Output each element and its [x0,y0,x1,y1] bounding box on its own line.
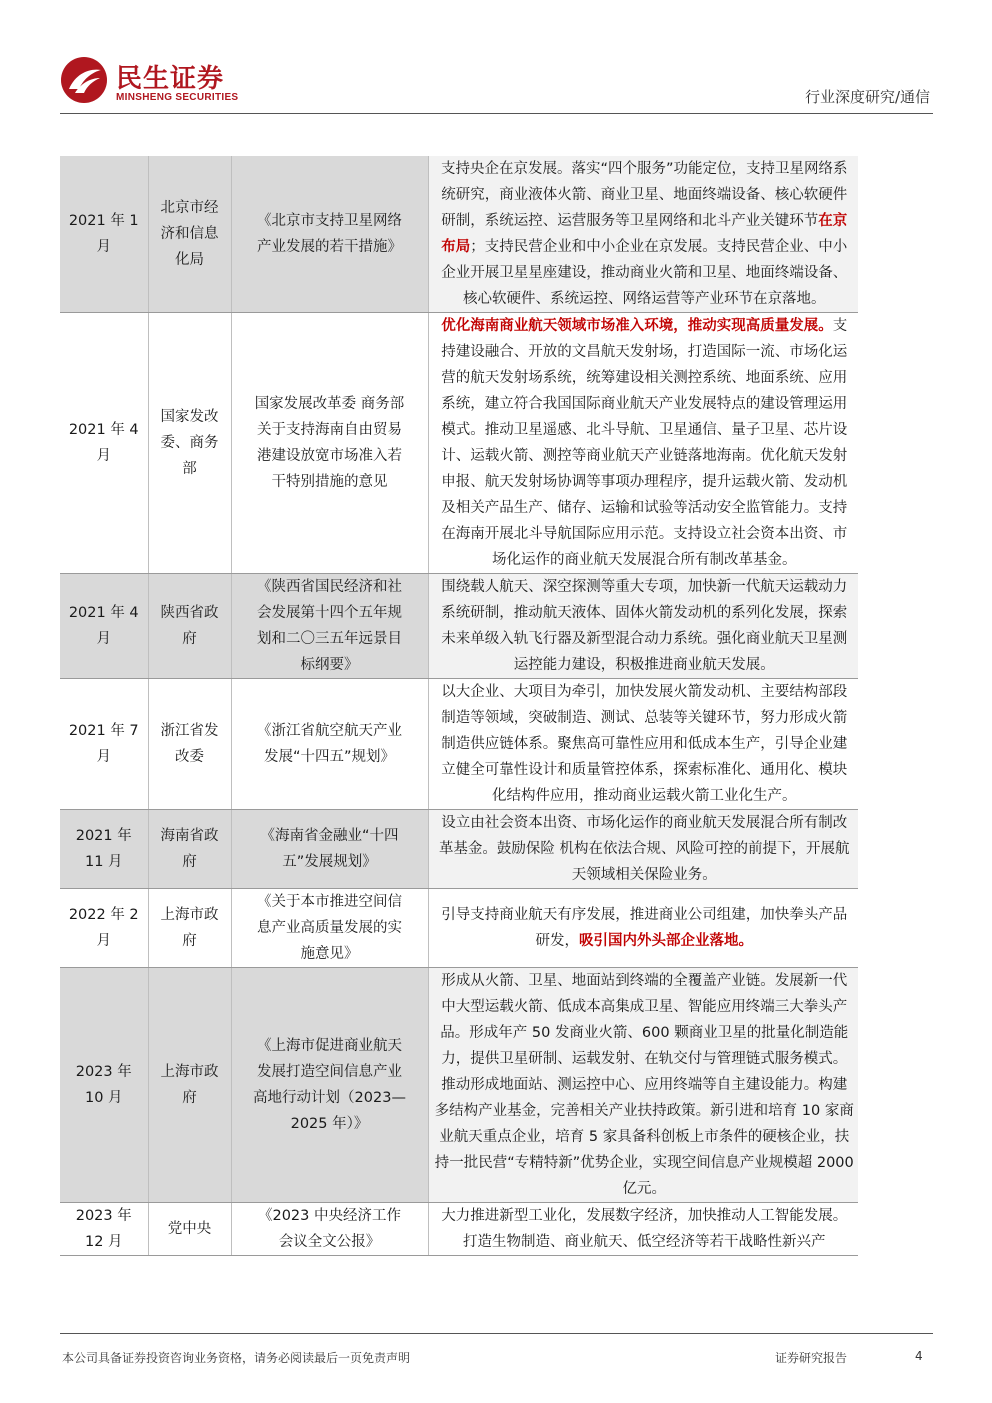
content-cell [428,574,858,679]
table-row [60,679,858,810]
date-cell: 2021 年 4 月 [60,574,148,679]
footer-divider [60,1333,933,1334]
content-cell [428,679,858,810]
content-cell [428,810,858,889]
header-divider [60,113,933,114]
content-text: 引导支持商业航天有序发展，推进商业公司组建，加快拳头产品研发， [441,907,848,949]
org-cell: 上海市政府 [148,889,231,968]
date-cell: 2022 年 2 月 [60,889,148,968]
org-cell: 北京市经济和信息化局 [148,156,231,313]
content-text: 支持建设融合、开放的文昌航天发射场，打造国际一流、市场化运营的航天发射场系统，统筹建设相关测控系统、地面系统、应用系统，建立符合我国国际商业航天产业发展特点的建设管理运用模式。推动卫星遥感、北斗导航、卫星通信、量子卫星、芯片设计、运载火箭、测控等商业航天产业链落地海南。优化航天发射申报、航天发射场协调等事项办理程序，提升运载火箭、发动机及相关产品生产、储存、运输和试验等活动安全监管能力。支持在海南开展北斗导航国际应用示范。支持设立社会资本出资、市场化运作的商业航天发展混合所有制改革基金。 [441,318,848,568]
date-cell: 2021 年 11 月 [60,810,148,889]
org-cell: 浙江省发改委 [148,679,231,810]
brand-name-cn: 民生证券 [116,64,225,94]
table-row [60,156,858,313]
content-cell [428,968,858,1203]
content-text: ；支持民营企业和中小企业在京发展。支持民营企业、中小企业开展卫星星座建设，推动商业火箭和卫星、地面终端设备、核心软硬件、系统运控、网络运营等产业环节在京落地。 [441,239,848,307]
content-text: 大力推进新型工业化，发展数字经济，加快推动人工智能发展。打造生物制造、商业航天、低空经济等若干战略性新兴产 [441,1208,848,1250]
policy-cell: 国家发展改革委 商务部关于支持海南自由贸易港建设放宽市场准入若干特别措施的意见 [231,313,428,574]
highlight-text: 优化海南商业航天领域市场准入环境，推动实现高质量发展。 [441,318,833,334]
page-header [0,0,992,120]
content-cell [428,1203,858,1256]
table-row [60,1203,858,1256]
table-row [60,574,858,679]
footer-disclaimer: 本公司具备证券投资咨询业务资格，请务必阅读最后一页免责声明 [62,1351,411,1365]
content-cell [428,889,858,968]
org-cell: 海南省政府 [148,810,231,889]
table-row [60,313,858,574]
date-cell: 2021 年 7 月 [60,679,148,810]
date-cell: 2023 年 10 月 [60,968,148,1203]
policy-cell: 《海南省金融业“十四五”发展规划》 [231,810,428,889]
policy-cell: 《上海市促进商业航天发展打造空间信息产业高地行动计划（2023—2025 年）》 [231,968,428,1203]
policy-cell: 《北京市支持卫星网络产业发展的若干措施》 [231,156,428,313]
content-text: 设立由社会资本出资、市场化运作的商业航天发展混合所有制改革基金。鼓励保险 机构在依法合规、风险可控的前提下，开展航天领域相关保险业务。 [438,815,850,883]
footer-report-type: 证券研究报告 [775,1351,848,1365]
highlight-text: 在京布局 [441,213,848,255]
table-row [60,889,858,968]
document-category: 行业深度研究/通信 [804,88,930,106]
policy-cell: 《2023 中央经济工作会议全文公报》 [231,1203,428,1256]
org-cell: 党中央 [148,1203,231,1256]
policy-table-body [60,156,858,1256]
policy-cell: 《浙江省航空航天产业发展“十四五”规划》 [231,679,428,810]
content-text: 围绕载人航天、深空探测等重大专项，加快新一代航天运载动力系统研制，推动航天液体、固体火箭发动机的系列化发展，探索未来单级入轨飞行器及新型混合动力系统。强化商业航天卫星测运控能力建设，积极推进商业航天发展。 [441,579,848,673]
brand-name-en: MINSHENG SECURITIES [116,92,239,103]
content-text: 支持央企在京发展。落实“四个服务”功能定位，支持卫星网络系统研究，商业液体火箭、商业卫星、地面终端设备、核心软硬件研制，系统运控、运营服务等卫星网络和北斗产业关键环节 [440,161,848,229]
table-row [60,968,858,1203]
highlight-text: 吸引国内外头部企业落地。 [579,933,753,949]
content-text: 形成从火箭、卫星、地面站到终端的全覆盖产业链。发展新一代中大型运载火箭、低成本高集成卫星、智能应用终端三大拳头产品。形成年产 50 发商业火箭、600 颗商业卫星的批量化制造能力，提供卫星研制、运载发射、在轨交付与管理链式服务模式。推动形成地面站、测运控中心、应用终端等自主建设能力。构建多结构产业基金，完善相关产业扶持政策。新引进和培育 10 家商业航天重点企业，培育 5 家具备科创板上市条件的硬核企业，扶持一批民营“专精特新”优势企业，实现空间信息产业规模超 2000 亿元。 [434,973,854,1197]
org-cell: 国家发改委、商务部 [148,313,231,574]
content-cell [428,156,858,313]
date-cell: 2021 年 1 月 [60,156,148,313]
date-cell: 2021 年 4 月 [60,313,148,574]
minsheng-logo-icon [60,56,108,104]
policy-cell: 《关于本市推进空间信息产业高质量发展的实施意见》 [231,889,428,968]
org-cell: 陕西省政府 [148,574,231,679]
policy-table [60,156,858,1256]
org-cell: 上海市政府 [148,968,231,1203]
policy-cell: 《陕西省国民经济和社会发展第十四个五年规划和二〇三五年远景目标纲要》 [231,574,428,679]
table-row [60,810,858,889]
content-text: 以大企业、大项目为牵引，加快发展火箭发动机、主要结构部段制造等领域，突破制造、测试、总装等关键环节，努力形成火箭制造供应链体系。聚焦高可靠性应用和低成本生产，引导企业建立健全可靠性设计和质量管控体系，探索标准化、通用化、模块化结构件应用，推动商业运载火箭工业化生产。 [441,684,848,804]
date-cell: 2023 年 12 月 [60,1203,148,1256]
page-number: 4 [915,1349,923,1363]
content-cell [428,313,858,574]
